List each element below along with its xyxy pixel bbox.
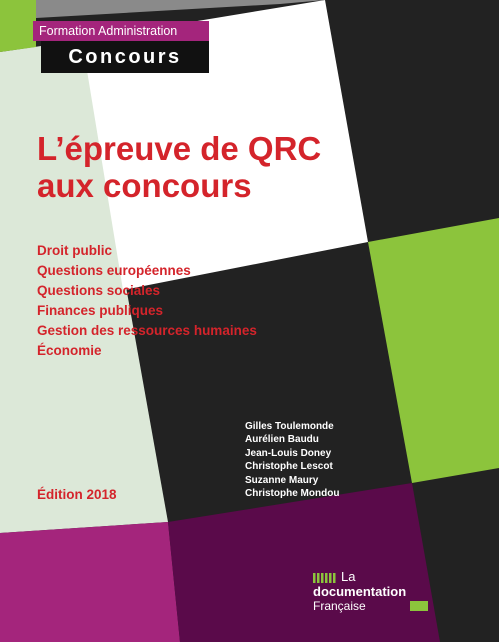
- series-name: Concours: [41, 41, 209, 73]
- publisher-line-3: Française: [313, 599, 366, 613]
- author-name: Gilles Toulemonde: [245, 421, 334, 432]
- topic-item: Droit public: [37, 243, 112, 258]
- series-label: Formation Administration: [33, 21, 209, 41]
- author-name: Suzanne Maury: [245, 474, 319, 486]
- author-name: Christophe Mondou: [245, 488, 340, 500]
- topic-list: [37, 244, 257, 364]
- publisher-line-2: documentation: [313, 584, 407, 599]
- edition-label: Édition 2018: [37, 487, 117, 502]
- series-badge: [33, 21, 209, 73]
- book-title: [37, 130, 337, 204]
- topic-item: Questions européennes: [37, 263, 191, 278]
- lime-corner-panel: [0, 0, 36, 52]
- publisher-logo: [313, 569, 431, 614]
- title-line-1: L’épreuve de QRC: [37, 130, 322, 167]
- title-line-2: aux concours: [37, 167, 252, 204]
- publisher-square-icon: [410, 601, 428, 611]
- topic-item: Finances publiques: [37, 303, 164, 318]
- topic-item: Questions sociales: [37, 283, 161, 298]
- author-name: Jean-Louis Doney: [245, 447, 332, 459]
- author-name: Christophe Lescot: [245, 461, 333, 473]
- author-list: [245, 420, 339, 500]
- topic-item: Économie: [37, 343, 102, 358]
- author-name: Aurélien Baudu: [245, 434, 319, 446]
- topic-item: Gestion des ressources humaines: [37, 323, 257, 338]
- publisher-line-1: La: [341, 569, 356, 584]
- barcode-stripes-icon: [313, 573, 337, 583]
- magenta-panel: [0, 522, 180, 642]
